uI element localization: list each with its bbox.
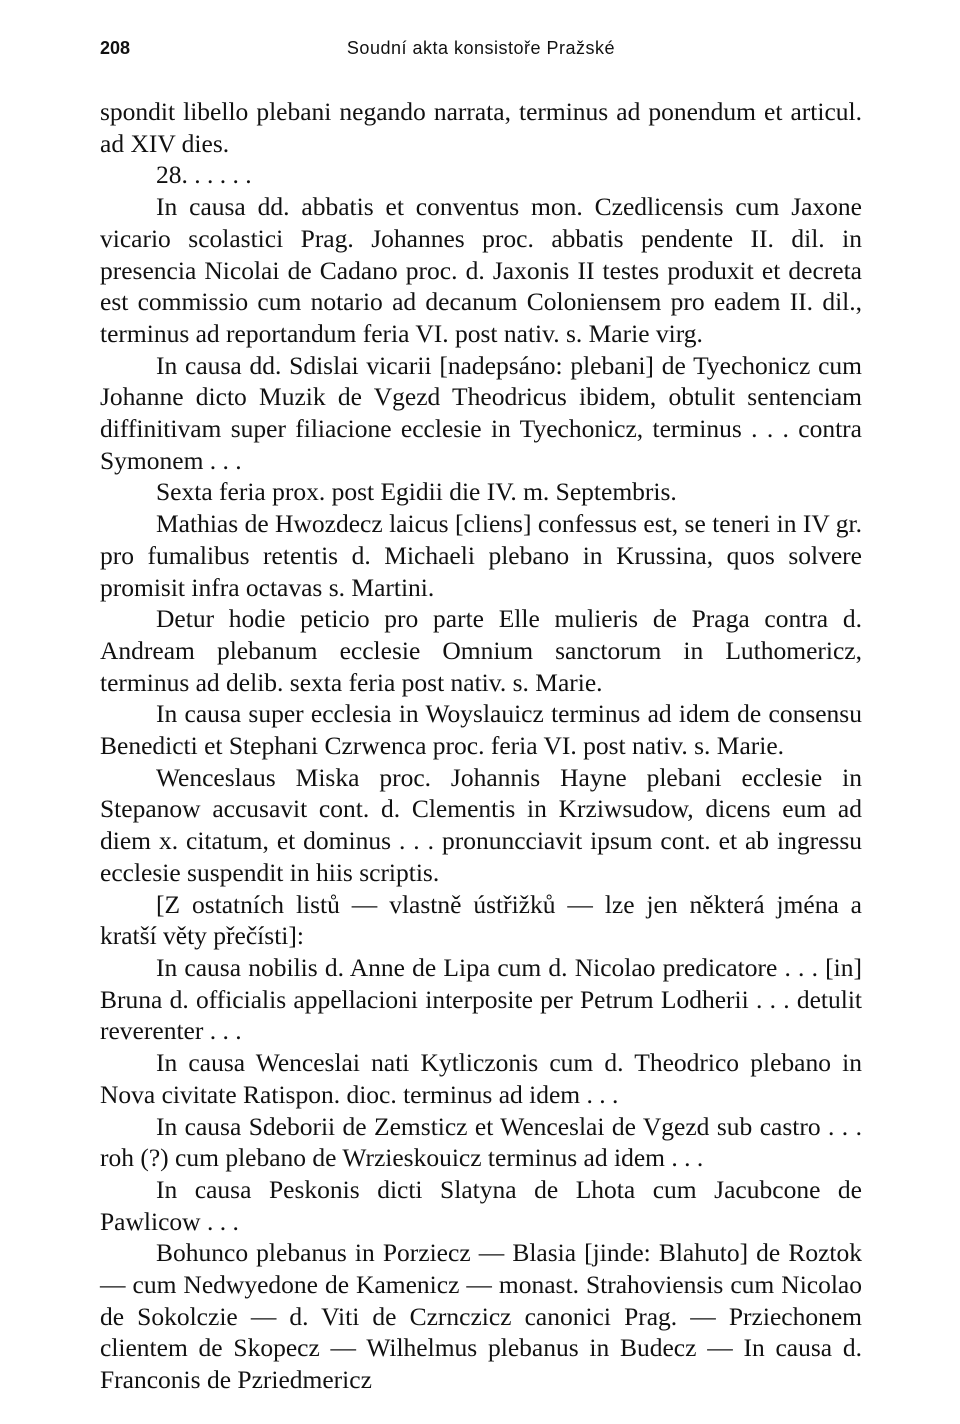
paragraph: [Z ostatních listů — vlastně ústřižků — lze jen některá jména a kratší věty přečísti]: bbox=[100, 889, 862, 951]
paragraph: Bohunco plebanus in Porziecz — Blasia [jinde: Blahuto] de Roztok — cum Nedwyedone de Kamenicz — monast. Strahoviensis cum Nicolao de Sokolczie — d. Viti de Czrnczicz canonici Prag. — Prziechonem clientem de Skopecz — Wilhelmus plebanus in Budecz — In causa d. Franconis de Pzriedmericz bbox=[100, 1238, 862, 1395]
paragraph: spondit libello plebani negando narrata, terminus ad ponendum et articul. ad XIV dies. bbox=[100, 97, 862, 158]
paragraph: In causa Peskonis dicti Slatyna de Lhota cum Jacubcone de Pawlicow . . . bbox=[100, 1174, 862, 1236]
paragraph: Detur hodie peticio pro parte Elle mulieris de Praga contra d. Andream plebanum ecclesie Omnium sanctorum in Luthomericz, terminus ad delib. sexta feria post nativ. s. Marie. bbox=[100, 604, 862, 697]
paragraph: In causa Sdeborii de Zemsticz et Wenceslai de Vgezd sub castro . . . roh (?) cum plebano de Wrzieskouicz terminus ad idem . . . bbox=[100, 1111, 862, 1173]
paragraph: In causa dd. Sdislai vicarii [nadepsáno: plebani] de Tyechonicz cum Johanne dicto Muzik de Vgezd Theodricus ibidem, obtulit sentenciam diffinitivam super filiacione ecclesie in Tyechonicz, terminus . . . contra Symonem . . . bbox=[100, 350, 862, 475]
paragraph: In causa dd. abbatis et conventus mon. Czedlicensis cum Jaxone vicario scolastici Prag. Johannes proc. abbatis pendente II. dil. in presencia Nicolai de Cadano proc. d. Jaxonis II testes produxit et decreta est commissio cum notario ad decanum Coloniensem pro eadem II. dil., terminus ad reportandum feria VI. post nativ. s. Marie virg. bbox=[100, 192, 862, 348]
paragraph: In causa nobilis d. Anne de Lipa cum d. Nicolao predicatore . . . [in] Bruna d. officialis appellacioni interposite per Petrum Lodherii . . . detulit reverenter . . . bbox=[100, 952, 862, 1046]
paragraph: Sexta feria prox. post Egidii die IV. m. Septembris. bbox=[156, 477, 677, 507]
page-header bbox=[100, 38, 862, 60]
paragraph: Mathias de Hwozdecz laicus [cliens] confessus est, se teneri in IV gr. pro fumalibus retentis d. Michaeli plebano in Krussina, quos solvere promisit infra octavas s. Martini. bbox=[100, 509, 862, 602]
page-number: 208 bbox=[100, 38, 131, 58]
paragraph: In causa Wenceslai nati Kytliczonis cum d. Theodrico plebano in Nova civitate Ratispon. dioc. terminus ad idem . . . bbox=[100, 1048, 862, 1109]
paragraph: 28. . . . . . bbox=[156, 160, 252, 190]
running-head: Soudní akta konsistoře Pražské bbox=[346, 38, 616, 58]
paragraph: Wenceslaus Miska proc. Johannis Hayne plebani ecclesie in Stepanow accusavit cont. d. Clementis in Krziwsudow, dicens eum ad diem x. citatum, et dominus . . . pronuncciavit ipsum cont. et ab ingressu ecclesie suspendit in hiis scriptis. bbox=[100, 762, 862, 887]
paragraph: In causa super ecclesia in Woyslauicz terminus ad idem de consensu Benedicti et Stephani Czrwenca proc. feria VI. post nativ. s. Marie. bbox=[100, 699, 862, 761]
body-text bbox=[100, 96, 862, 1396]
